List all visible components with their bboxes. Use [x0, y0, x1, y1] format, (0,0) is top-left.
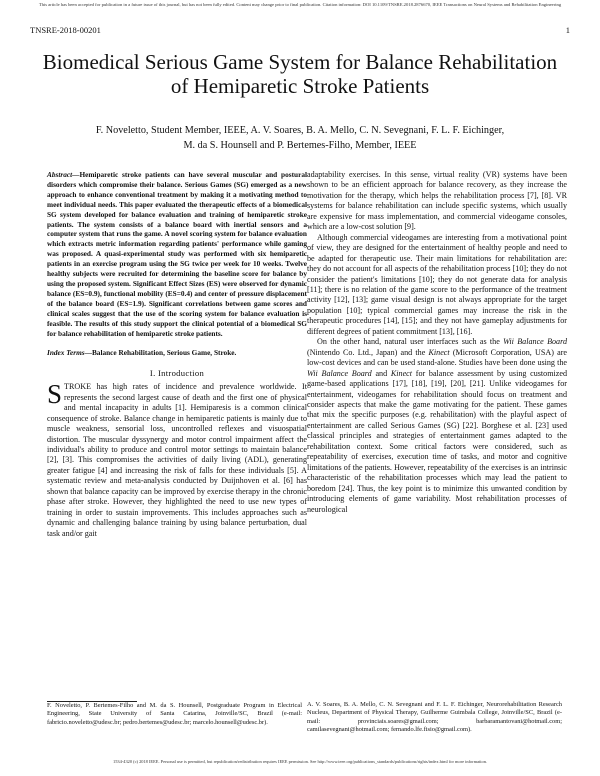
abstract-text: —Hemiparetic stroke patients can have several muscular and postural disorders which compromise their balance. Serious Games (SG) emerged as a new approach to enhance conventional treatment by making it a motivating method to meet individual needs. This paper evaluated the therapeutic effects of a biomedical SG system developed for balance evaluation and training of hemiparetic stroke patients. The system consists of a balance board with inertial sensors and a computer system that runs the game. A novel scoring system for balance evaluation which extracts metric information regarding patients' performance while gaming was proposed. A quasi-experimental study was performed with six hemiparetic patients in an exercise program using the SG twice per week for 10 weeks. Twelve healthy subjects were recruited for determining the baseline score for balance by using the proposed system. Significant Effect Sizes (ES) were observed for dynamic balance (ES=0.9), functional mobility (ES=0.4) and center of pressure displacement of the balance board (ES=1.9). Significant correlations between game scores and clinical scales suggest that the use of the scoring system for balance evaluation is feasible. The results of this study support the clinical potential of a biomedical SG for balance rehabilitation of hemiparetic stroke patients. [47, 170, 307, 338]
footnote-right-text: A. V. Soares, B. A. Mello, C. N. Sevegnani and F. L. F. Eichinger, Neurorehabilitation Research Nucleus, Department of Physical Therapy, Guilherme Guimbala College, Joinville/SC, Brazil (e-mail: provinciais.soares@gmail.com; barbaramantovani@hotmail.com; camilasevegnani@hotmail.com; fernando.lfe.fisio@gmail.com). [307, 701, 562, 733]
wii-balance-board-term-2: Wii Balance Board [307, 368, 372, 378]
p3-text-start: On the other hand, natural user interfaces such as the [317, 337, 504, 347]
intro-paragraph-1-text: TROKE has high rates of incidence and prevalence worldwide. It represents the second largest cause of death and the first one of physical and mental incapacity in adults [1]. Hemiparesis is a common clinical consequence of stroke. Balance change in hemiparetic patients is mainly due to muscle weakness, sensorial loss, uncontrolled reflexes and visuospatial distortion. The muscular dyssynergy and motor control impairment affect the individual's ability to produce and control motor settings to maintain balance [2], [3]. This compromises the activities of daily living (ADL), generating greater fatigue [4] and increasing the risk of falls for these individuals [5]. A systematic review and meta-analysis conducted by Duijnhoven et al. [6] has shown that balance capacity can be improved by exercise therapy in the chronic phase after stroke. However, they highlighted the need to use new types of training in order to sustain improvements. This includes approaches such as dynamic and challenging balance training by using balance perturbation, dual task and/or gait [47, 382, 307, 538]
left-column [47, 170, 307, 539]
paper-title: Biomedical Serious Game System for Balance Rehabilitation of Hemiparetic Stroke Patients [42, 50, 558, 98]
intro-paragraph-1-continued: adaptability exercises. In this sense, virtual reality (VR) systems have been shown to be an efficient approach for balance recovery, as they increase the motivation for the therapy, which helps the rehabilitation process [7], [8]. VR systems for balance rehabilitation can include specific systems, which usually are expensive for mass implementation, and commercial videogame consoles, which are a low-cost solution [9]. [307, 170, 567, 232]
intro-paragraph-1 [47, 379, 307, 539]
index-terms [47, 348, 307, 358]
page-number: 1 [565, 25, 570, 35]
wii-balance-board-term: Wii Balance Board [503, 337, 568, 347]
author-list [40, 123, 560, 153]
footnote-left [47, 701, 302, 727]
abstract [47, 170, 307, 338]
p3-text-end: for balance assessment by using customized game-based applications [17], [18], [19], [20], [21]. Unlike videogames for entertainment, videogames for rehabilitation should focus on treatment and consider aspects that make the game motivating for the patient. These games that mix the specific purposes (e.g. rehabilitation) with the playful aspect of entertainment are called Serious Games (SG) [22]. Borghese et al. [23] used classical principles and strategies of entertainment games adapted to the rehabilitation context. Some critical factors were considered, such as repeatability of exercises, execution time of tasks, and motor and cognitive limitations of the patients. However, repeatability of the exercises is an intrinsic characteristic of the rehabilitation processes which may lead the patient to boredom [24]. Thus, the key point is to minimize this unwanted condition by introducing elements of game variability. Most rehabilitation processes of neurological [307, 368, 568, 514]
publication-banner: This article has been accepted for publication in a future issue of this journal, but has not been fully edited. Content may change prior to final publication. Citation information: DOI 10.1109/TNSRE.2018.2876670, IEEE Transactions on Neural Systems and Rehabilitation Engineering [38, 2, 562, 7]
author-line-1: F. Noveletto, Student Member, IEEE, A. V. Soares, B. A. Mello, C. N. Sevegnani, F. L. F. Eichinger, [95, 125, 505, 136]
kinect-term-2: Kinect [390, 368, 413, 378]
right-column [307, 170, 567, 515]
kinect-term: Kinect [428, 347, 450, 357]
section-heading-introduction: I. Introduction [149, 368, 205, 379]
intro-paragraph-2: Although commercial videogames are interesting from a motivational point of view, they are designed for the entertainment of healthy people and need to be adapted for therapeutic use. Their main limitations for rehabilitation are: they do not account for all aspects of the rehabilitation process [10]; they do not consider the patient's limitations [10]; they do not generate data for analysis [11]; there is no relation of the game score to the performance of the treatment activity [12], [13]; game visual design is not always appropriate for the target population [10]; typical commercial games may increase the risk in the therapeutic procedures [14], [15]; and they not have gameplay adjustments for different degrees of patient commitment [13], [16]. [307, 232, 567, 336]
footnote-left-text: F. Noveletto, P. Bertemes-Filho and M. da S. Hounsell, Postgraduate Program in Electrical Engineering, State University of Santa Catarina, Joinville/SC, Brazil (e-mail: fabricio.noveletto@udesc.br; pedro.bertemes@udesc.br; marcelo.hounsell@udesc.br). [47, 702, 302, 726]
abstract-label: Abstract [47, 170, 73, 179]
footnote-right [307, 701, 562, 734]
index-terms-text: —Balance Rehabilitation, Serious Game, Stroke. [84, 348, 237, 358]
p3-text-mid3: and [371, 368, 391, 378]
running-head: TNSRE-2018-00201 [30, 25, 101, 35]
index-terms-label: Index Terms [47, 348, 85, 358]
p3-text-mid1: (Nintendo Co. Ltd., Japan) and the [307, 347, 429, 357]
p3-text-mid2: (Microsoft Corporation, USA) are low-cost devices and can be used stand-alone. Studies have been done using the [307, 347, 567, 368]
author-line-2: M. da S. Hounsell and P. Bertemes-Filho, Member, IEEE [183, 140, 417, 151]
intro-paragraph-3 [307, 337, 567, 515]
drop-cap: S [47, 379, 63, 410]
copyright-footer: 1534-4320 (c) 2018 IEEE. Personal use is permitted, but republication/redistribution requires IEEE permission. See http://www.ieee.org/publications_standards/publications/rights/index.html for more information. [113, 759, 487, 764]
